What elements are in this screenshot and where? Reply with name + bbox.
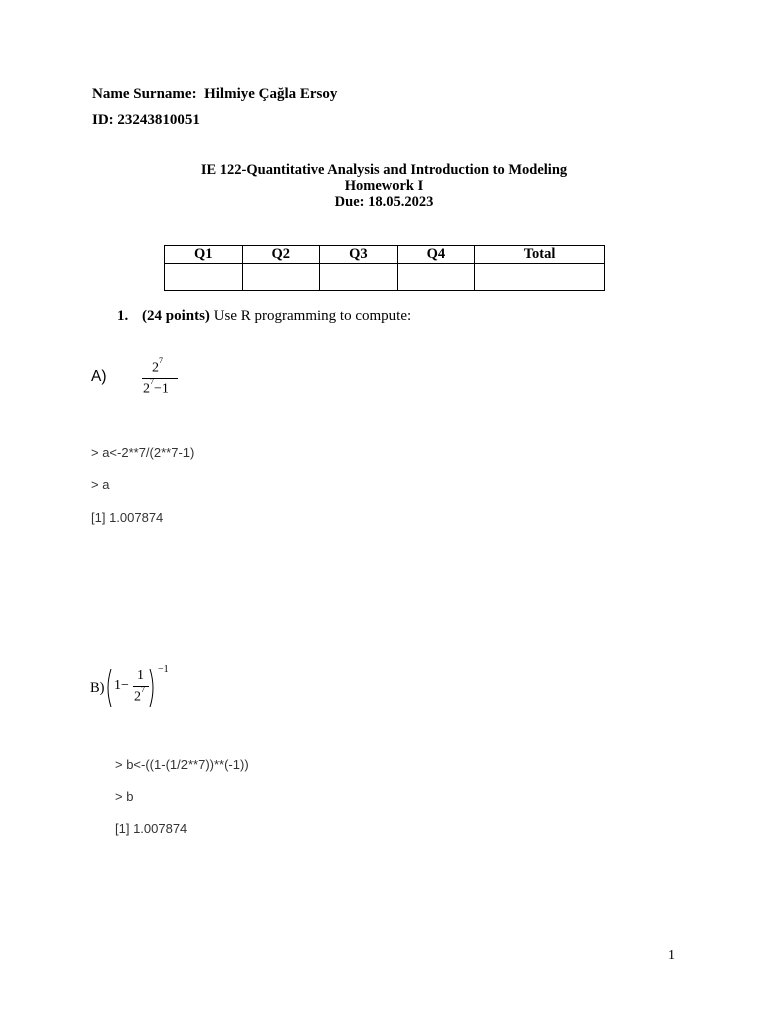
grade-col-q4: Q4 — [397, 246, 475, 264]
name-surname-line: Name Surname: Hilmiye Çağla Ersoy — [92, 86, 338, 102]
page-number: 1 — [668, 948, 675, 963]
part-b-frac-den-exp: 7 — [141, 685, 145, 694]
question-points: (24 points) — [142, 308, 210, 324]
grade-col-total: Total — [475, 246, 605, 264]
student-id-line: ID: 23243810051 — [92, 112, 200, 128]
part-a-denominator-rest: −1 — [154, 381, 169, 397]
homework-label: Homework I — [344, 178, 424, 194]
question-1 — [117, 308, 411, 325]
homework-title-block — [0, 162, 768, 210]
right-paren-icon — [149, 668, 157, 708]
question-number: 1. — [117, 308, 129, 324]
part-a-code-line-2: > a — [91, 477, 110, 492]
part-b-output: [1] 1.007874 — [115, 821, 188, 836]
part-a-denominator-exp: 7 — [150, 377, 154, 386]
grade-col-q1: Q1 — [165, 246, 243, 264]
grade-cell-q1 — [165, 264, 243, 291]
part-b-code-line-1: > b<-((1-(1/2**7))**(-1)) — [115, 757, 249, 772]
due-date: Due: 18.05.2023 — [334, 194, 434, 210]
grade-cell-q2 — [242, 264, 320, 291]
part-a-formula — [140, 356, 180, 398]
left-paren-icon — [104, 668, 112, 708]
grade-col-q2: Q2 — [242, 246, 320, 264]
grade-cell-q4 — [397, 264, 475, 291]
question-text: Use R programming to compute: — [209, 308, 412, 324]
part-a-code-line-1: > a<-2**7/(2**7-1) — [91, 445, 195, 460]
part-a-numerator-exp: 7 — [159, 356, 163, 365]
grade-cell-total — [475, 264, 605, 291]
part-a-label: A) — [91, 368, 107, 385]
course-title: IE 122-Quantitative Analysis and Introduction to Modeling — [200, 162, 568, 178]
part-a-output: [1] 1.007874 — [91, 510, 164, 525]
part-a-denominator-base: 2 — [143, 381, 150, 397]
part-a-fraction-bar — [142, 378, 178, 379]
part-a-numerator-base: 2 — [152, 360, 159, 376]
grade-table-header-row — [165, 246, 605, 264]
part-b-minus: − — [121, 678, 129, 693]
grade-col-q3: Q3 — [320, 246, 398, 264]
part-b-frac-num: 1 — [137, 668, 144, 683]
part-b-label: B) — [90, 680, 105, 696]
grade-cell-q3 — [320, 264, 398, 291]
part-b-frac-den-base: 2 — [134, 689, 141, 705]
part-b-outer-exp: −1 — [158, 664, 169, 675]
part-b-code-line-2: > b — [115, 789, 134, 804]
grade-table-score-row — [165, 264, 605, 291]
part-b-formula — [104, 664, 174, 712]
grade-table — [164, 245, 605, 291]
part-b-one: 1 — [114, 678, 121, 693]
